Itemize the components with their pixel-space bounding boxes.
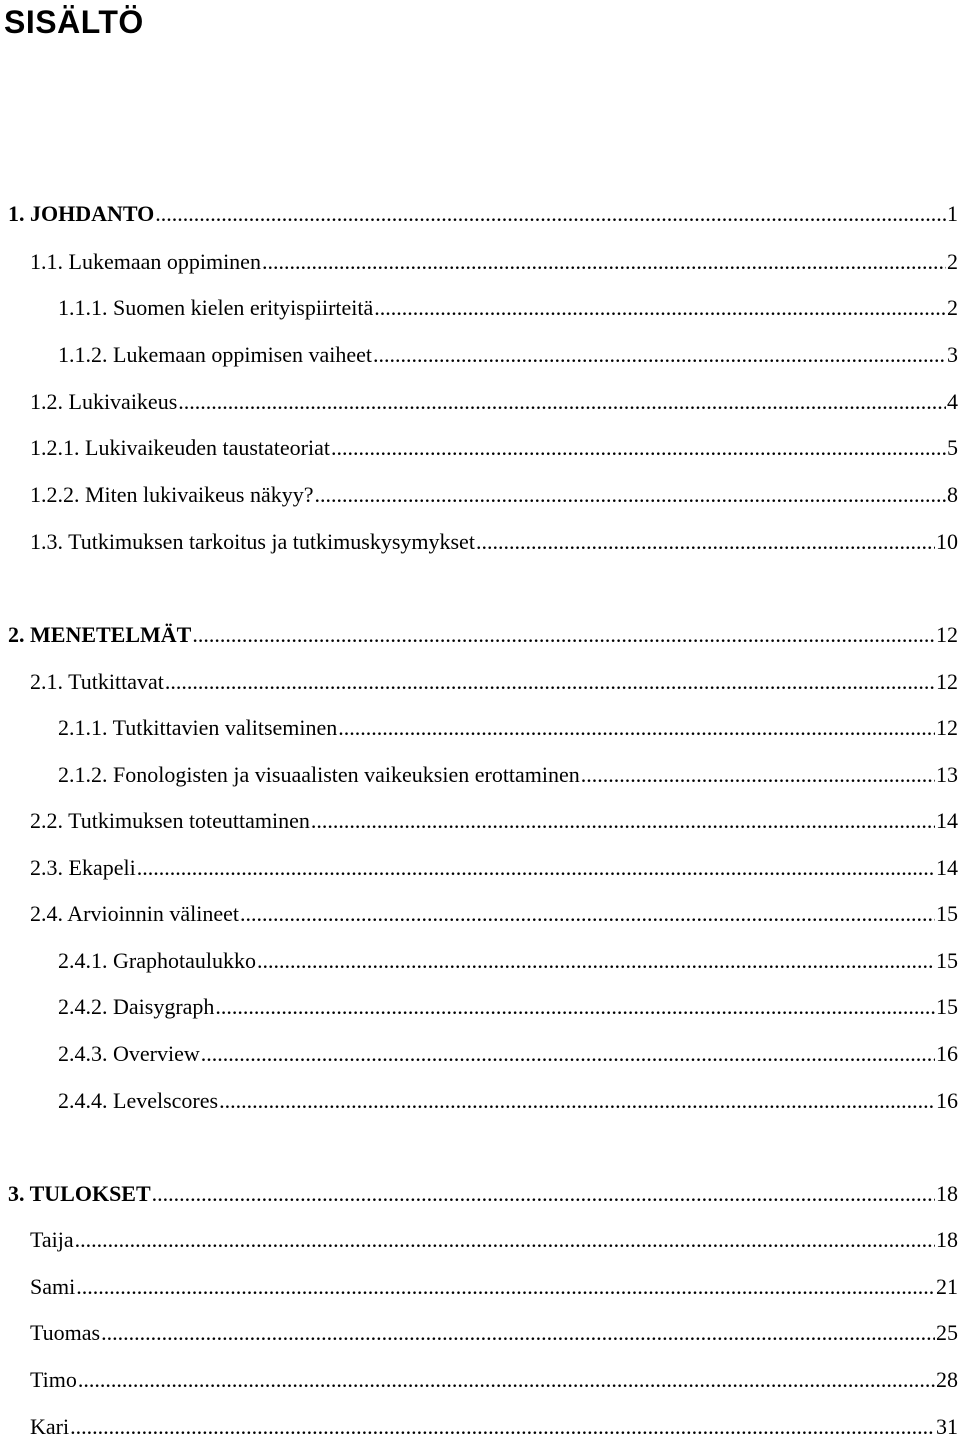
toc-entry-label bbox=[58, 992, 214, 1022]
toc-entry-text: Lukemaan oppimisen vaiheet bbox=[113, 342, 373, 367]
toc-entry-label bbox=[30, 853, 136, 883]
toc-entry bbox=[58, 713, 958, 743]
toc-entry-label bbox=[58, 946, 256, 976]
toc-entry bbox=[30, 480, 958, 510]
toc-entry-number: 2.4.1. bbox=[58, 948, 108, 973]
toc-page-number: 2 bbox=[947, 295, 958, 320]
toc-entry-number: 1.1.1. bbox=[58, 295, 108, 320]
toc-entry bbox=[30, 899, 958, 929]
toc-entry bbox=[30, 1225, 958, 1255]
toc-entry-number: 1.2. bbox=[30, 389, 63, 414]
toc-dot-leader bbox=[240, 899, 935, 929]
toc-entry bbox=[30, 667, 958, 697]
toc-entry-label bbox=[30, 480, 314, 510]
toc-entry-text: Timo bbox=[30, 1367, 77, 1392]
toc-entry-number: 1.3. bbox=[30, 529, 63, 554]
toc-entry-label bbox=[8, 620, 191, 650]
toc-entry-number: 2.4.3. bbox=[58, 1041, 108, 1066]
toc-page-number: 12 bbox=[936, 622, 958, 647]
toc-entry-number: 3. bbox=[8, 1181, 25, 1206]
toc-entry-text: MENETELMÄT bbox=[30, 622, 192, 647]
toc-page-number: 25 bbox=[936, 1320, 958, 1345]
toc-entry bbox=[30, 387, 958, 417]
page-title: SISÄLTÖ bbox=[4, 4, 144, 40]
toc-entry-text: Tutkimuksen tarkoitus ja tutkimuskysymykset bbox=[68, 529, 475, 554]
toc-entry-label bbox=[30, 1318, 100, 1348]
toc-page-number: 21 bbox=[936, 1274, 958, 1299]
toc-entry-text: Tutkittavat bbox=[68, 669, 164, 694]
toc-entry-label bbox=[30, 1365, 77, 1395]
toc-entry-text: Tutkittavien valitseminen bbox=[112, 715, 338, 740]
toc-entry bbox=[58, 760, 958, 790]
toc-dot-leader bbox=[581, 760, 935, 790]
toc-entry-label bbox=[58, 760, 580, 790]
toc-entry-text: Levelscores bbox=[113, 1088, 219, 1113]
toc-page-number: 15 bbox=[936, 948, 958, 973]
toc-page-number: 8 bbox=[947, 482, 958, 507]
toc-dot-leader bbox=[262, 247, 946, 277]
toc-dot-leader bbox=[201, 1039, 935, 1069]
toc-entry-label bbox=[58, 1039, 200, 1069]
toc-entry-text: Ekapeli bbox=[68, 855, 136, 880]
toc-entry-label bbox=[30, 806, 310, 836]
toc-entry-text: Suomen kielen erityispiirteitä bbox=[113, 295, 374, 320]
toc-entry-text: TULOKSET bbox=[29, 1181, 151, 1206]
toc-entry bbox=[8, 620, 958, 650]
toc-entry bbox=[30, 1272, 958, 1302]
toc-entry bbox=[30, 1365, 958, 1395]
toc-dot-leader bbox=[373, 340, 946, 370]
toc-entry-label bbox=[30, 527, 475, 557]
toc-entry-text: Taija bbox=[30, 1227, 74, 1252]
toc-entry-label bbox=[58, 340, 372, 370]
toc-page-number: 4 bbox=[947, 389, 958, 414]
toc-page-number: 16 bbox=[936, 1088, 958, 1113]
toc-dot-leader bbox=[192, 620, 935, 650]
toc-entry-text: Tuomas bbox=[30, 1320, 101, 1345]
toc-page-number: 28 bbox=[936, 1367, 958, 1392]
toc-page-number: 10 bbox=[936, 529, 958, 554]
toc-dot-leader bbox=[78, 1365, 935, 1395]
toc-page-number: 15 bbox=[936, 901, 958, 926]
toc-page-number: 13 bbox=[936, 762, 958, 787]
toc-entry-text: Daisygraph bbox=[113, 994, 215, 1019]
toc-entry-label bbox=[30, 1412, 69, 1442]
toc-entry-label bbox=[30, 1225, 74, 1255]
toc-dot-leader bbox=[315, 480, 946, 510]
toc-page-number: 5 bbox=[947, 435, 958, 460]
toc-page-number: 31 bbox=[936, 1414, 958, 1439]
toc-entry bbox=[58, 946, 958, 976]
toc-dot-leader bbox=[101, 1318, 935, 1348]
toc-dot-leader bbox=[75, 1225, 935, 1255]
toc-dot-leader bbox=[155, 199, 946, 229]
toc-entry-label bbox=[30, 667, 164, 697]
toc-entry-number: 2. bbox=[8, 622, 25, 647]
toc-entry-number: 2.2. bbox=[30, 808, 63, 833]
toc-entry-label bbox=[30, 1272, 75, 1302]
toc-entry bbox=[30, 1318, 958, 1348]
toc-entry-label bbox=[58, 1086, 218, 1116]
toc-entry-text: Fonologisten ja visuaalisten vaikeuksien erottaminen bbox=[113, 762, 580, 787]
toc-entry bbox=[30, 247, 958, 277]
toc-page-number: 15 bbox=[936, 994, 958, 1019]
toc-entry-label bbox=[8, 199, 154, 229]
toc-entry-label bbox=[30, 387, 177, 417]
toc-page-number: 18 bbox=[936, 1181, 958, 1206]
toc-page-number: 14 bbox=[936, 855, 958, 880]
toc-entry-label bbox=[8, 1179, 151, 1209]
toc-entry-label bbox=[30, 433, 330, 463]
toc-dot-leader bbox=[152, 1179, 935, 1209]
toc-entry bbox=[30, 806, 958, 836]
toc-entry-text: Miten lukivaikeus näkyy? bbox=[85, 482, 314, 507]
toc-entry-number: 1.2.2. bbox=[30, 482, 80, 507]
toc-entry-label bbox=[30, 247, 261, 277]
toc-entry-text: JOHDANTO bbox=[30, 201, 155, 226]
toc-dot-leader bbox=[137, 853, 935, 883]
toc-entry-text: Lukivaikeuden taustateoriat bbox=[85, 435, 330, 460]
toc-page-number: 2 bbox=[947, 249, 958, 274]
toc-entry-number: 2.3. bbox=[30, 855, 63, 880]
toc-dot-leader bbox=[76, 1272, 935, 1302]
toc-entry-number: 1.1. bbox=[30, 249, 63, 274]
toc-page-number: 18 bbox=[936, 1227, 958, 1252]
toc-entry-number: 1. bbox=[8, 201, 25, 226]
toc-dot-leader bbox=[311, 806, 935, 836]
toc-entry bbox=[58, 992, 958, 1022]
toc-entry bbox=[58, 1086, 958, 1116]
toc-dot-leader bbox=[331, 433, 946, 463]
toc-entry-label bbox=[58, 293, 373, 323]
toc-dot-leader bbox=[178, 387, 946, 417]
toc-entry-text: Overview bbox=[113, 1041, 200, 1066]
toc-entry-number: 2.4.4. bbox=[58, 1088, 108, 1113]
toc-entry bbox=[58, 340, 958, 370]
toc-entry bbox=[58, 293, 958, 323]
toc-dot-leader bbox=[215, 992, 935, 1022]
toc-page-number: 12 bbox=[936, 715, 958, 740]
toc-entry bbox=[30, 1412, 958, 1442]
toc-entry-label bbox=[58, 713, 337, 743]
toc-entry bbox=[30, 433, 958, 463]
toc-page-number: 1 bbox=[947, 201, 958, 226]
toc-entry bbox=[58, 1039, 958, 1069]
toc-entry-number: 2.1.2. bbox=[58, 762, 108, 787]
toc-dot-leader bbox=[165, 667, 935, 697]
toc-entry-text: Tutkimuksen toteuttaminen bbox=[68, 808, 310, 833]
toc-entry-text: Sami bbox=[30, 1274, 76, 1299]
toc-entry-number: 1.1.2. bbox=[58, 342, 108, 367]
toc-entry-text: Graphotaulukko bbox=[113, 948, 256, 973]
toc-page-number: 16 bbox=[936, 1041, 958, 1066]
toc-entry bbox=[30, 527, 958, 557]
toc-entry-label bbox=[30, 899, 239, 929]
toc-page-number: 12 bbox=[936, 669, 958, 694]
toc-entry-number: 2.4.2. bbox=[58, 994, 108, 1019]
toc-dot-leader bbox=[219, 1086, 935, 1116]
toc-entry bbox=[8, 199, 958, 229]
toc-dot-leader bbox=[338, 713, 935, 743]
toc-entry-text: Lukemaan oppiminen bbox=[68, 249, 261, 274]
toc-dot-leader bbox=[257, 946, 935, 976]
toc-dot-leader bbox=[70, 1412, 935, 1442]
toc-entry-number: 2.1. bbox=[30, 669, 63, 694]
toc-entry bbox=[30, 853, 958, 883]
toc-page-number: 3 bbox=[947, 342, 958, 367]
toc-dot-leader bbox=[476, 527, 935, 557]
toc-entry-number: 1.2.1. bbox=[30, 435, 80, 460]
toc-entry-text: Kari bbox=[30, 1414, 70, 1439]
toc-entry-number: 2.1.1. bbox=[58, 715, 108, 740]
toc-entry bbox=[8, 1179, 958, 1209]
toc-page-number: 14 bbox=[936, 808, 958, 833]
toc-dot-leader bbox=[374, 293, 946, 323]
toc-entry-text: Lukivaikeus bbox=[68, 389, 178, 414]
toc-entry-number: 2.4. bbox=[30, 901, 63, 926]
toc-entry-text: Arvioinnin välineet bbox=[67, 901, 239, 926]
